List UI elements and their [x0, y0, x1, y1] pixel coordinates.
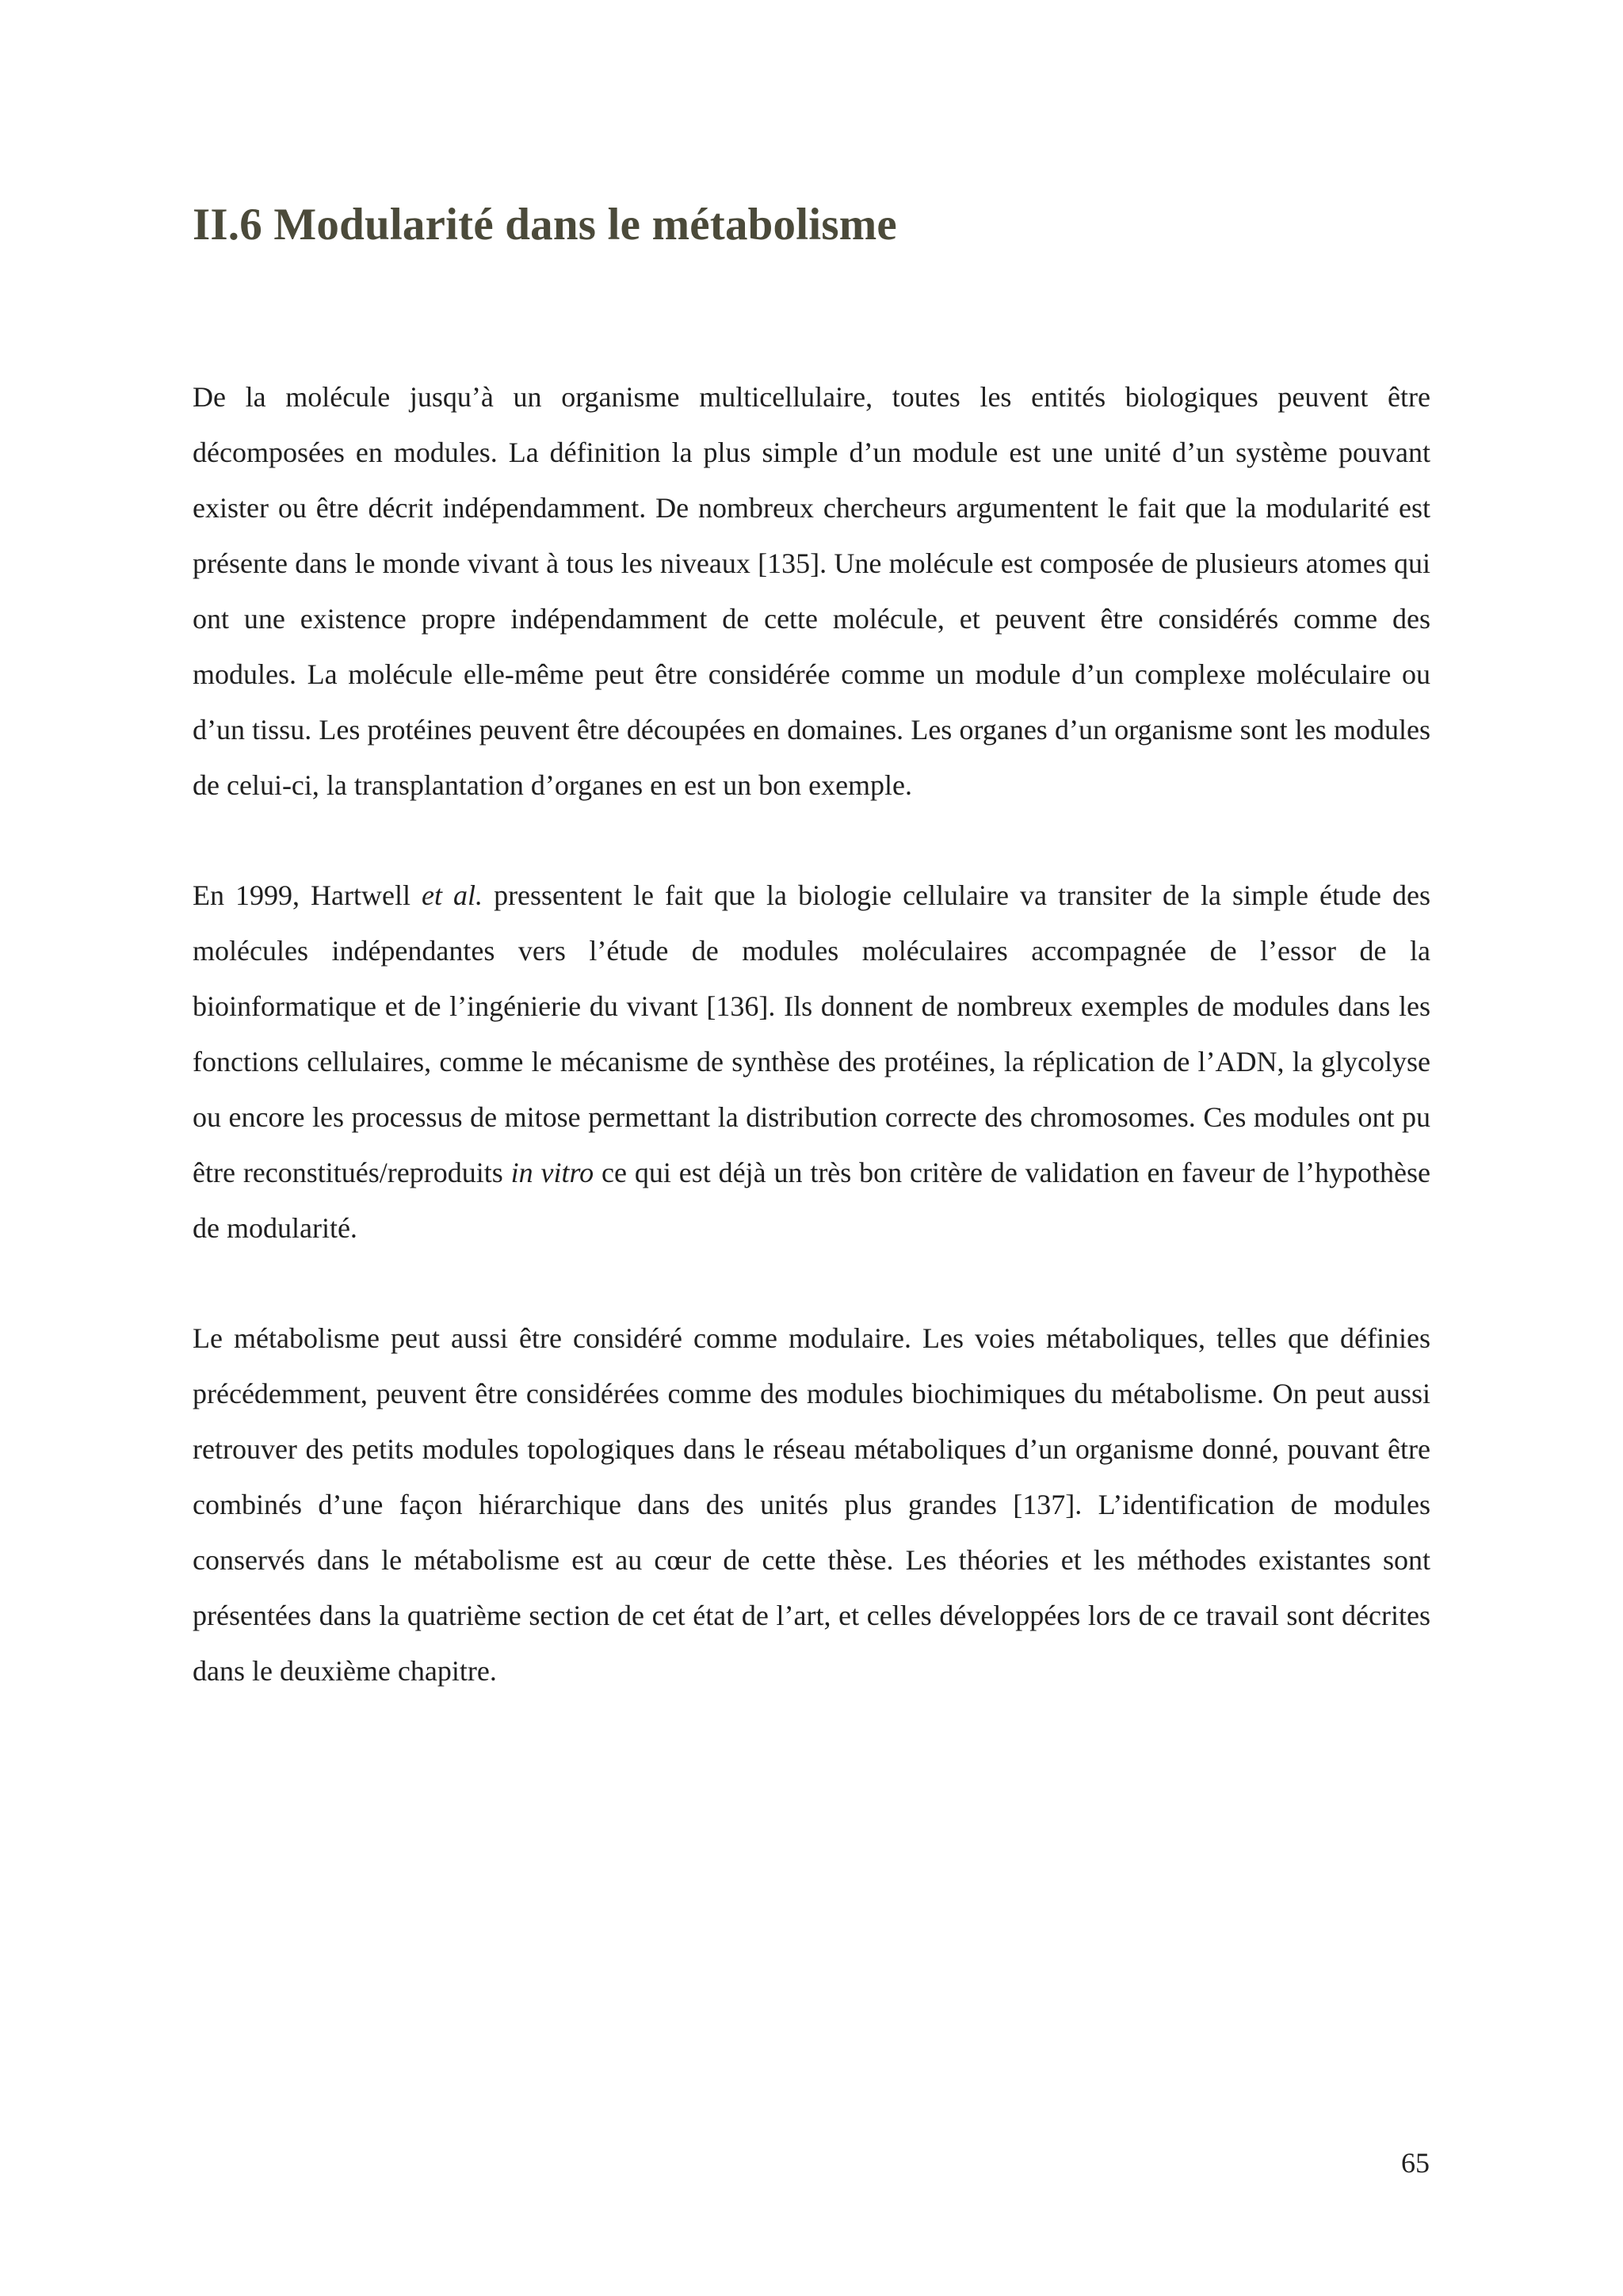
page-content [193, 198, 1430, 1699]
body-text [193, 369, 1430, 1699]
paragraph-text: En 1999, Hartwell [193, 879, 422, 912]
paragraph [193, 868, 1430, 1256]
paragraph-text: ce qui est déjà un très bon critère de validation en faveur de l’hypothèse de modularité. [193, 1157, 1430, 1245]
paragraph-text: Le métabolisme peut aussi être considéré comme modulaire. Les voies métaboliques, telles que définies précédemment, peuvent être considérées comme des modules biochimiques du métabolisme. On peut aussi retrouver des petits modules topologiques dans le réseau métaboliques d’un organisme donné, pouvant être combinés d’une façon hiérarchique dans des unités plus grandes [137]. L’identification de modules conservés dans le métabolisme est au cœur de cette thèse. Les théories et les méthodes existantes sont présentées dans la quatrième section de cet état de l’art, et celles développées lors de ce travail sont décrites dans le deuxième chapitre. [193, 1322, 1430, 1688]
paragraph-text: pressentent le fait que la biologie cellulaire va transiter de la simple étude des molécules indépendantes vers l’étude de modules moléculaires accompagnée de l’essor de la bioinformatique et de l’ingénierie du vivant [136]. Ils donnent de nombreux exemples de modules dans les fonctions cellulaires, comme le mécanisme de synthèse des protéines, la réplication de l’ADN, la glycolyse ou encore les processus de mitose permettant la distribution correcte des chromosomes. Ces modules ont pu être reconstitués/reproduits [193, 879, 1431, 1189]
italic-citation-text: et al. [422, 879, 483, 912]
paragraph [193, 369, 1430, 813]
paragraph [193, 1310, 1430, 1699]
page-number: 65 [1401, 2147, 1430, 2179]
italic-latin-term: in vitro [510, 1157, 594, 1189]
paragraph-text: De la molécule jusqu’à un organisme multicellulaire, toutes les entités biologiques peuvent être décomposées en modules. La définition la plus simple d’un module est une unité d’un système pouvant exister ou être décrit indépendamment. De nombreux chercheurs argumentent le fait que la modularité est présente dans le monde vivant à tous les niveaux [135]. Une molécule est composée de plusieurs atomes qui ont une existence propre indépendamment de cette molécule, et peuvent être considérés comme des modules. La molécule elle-même peut être considérée comme un module d’un complexe moléculaire ou d’un tissu. Les protéines peuvent être découpées en domaines. Les organes d’un organisme sont les modules de celui-ci, la transplantation d’organes en est un bon exemple. [193, 381, 1430, 802]
section-heading: II.6 Modularité dans le métabolisme [193, 200, 897, 250]
